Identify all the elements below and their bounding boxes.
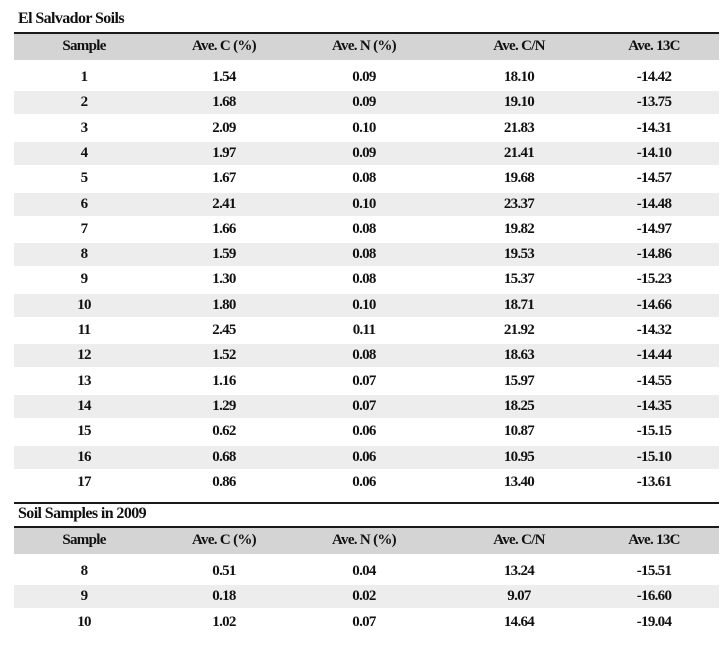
table1-cell-ave-c: 1.59: [212, 246, 236, 263]
table1-cell-ave-13c: -13.61: [636, 473, 672, 490]
table-row: [14, 395, 719, 418]
table2-cell-ave-n: 0.02: [352, 588, 376, 605]
table1-cell-ave-c: 0.62: [212, 423, 236, 440]
table1-cell-ave-13c: -13.75: [636, 94, 672, 111]
table-row: [14, 611, 719, 634]
table1-cell-ave-n: 0.06: [352, 448, 376, 465]
table1-cell-ave-n: 0.06: [352, 423, 376, 440]
table1-header-ave-cn: Ave. C/N: [493, 38, 545, 54]
table1-cell-ave-c: 1.16: [212, 372, 236, 389]
table1-cell-ave-n: 0.08: [352, 170, 376, 187]
table1-cell-sample: 6: [80, 195, 88, 212]
table1-cell-ave-cn: 21.83: [503, 119, 535, 136]
table1-cell-ave-n: 0.08: [352, 220, 376, 237]
table2-header-sample: Sample: [62, 532, 106, 548]
table1-cell-ave-13c: -14.35: [636, 397, 672, 414]
table1-cell-sample: 1: [80, 69, 88, 85]
table1-cell-ave-n: 0.09: [352, 69, 376, 85]
table1-cell-ave-cn: 10.87: [503, 423, 535, 440]
table1-cell-ave-c: 1.97: [212, 144, 236, 161]
table1-cell-ave-c: 1.54: [212, 69, 236, 85]
table1-cell-ave-13c: -14.57: [636, 170, 672, 187]
table1-cell-ave-cn: 10.95: [503, 448, 535, 465]
table1-cell-ave-13c: -14.10: [636, 144, 672, 161]
table1-cell-sample: 5: [80, 170, 88, 187]
table-row: [14, 471, 719, 494]
table1-cell-sample: 17: [77, 473, 91, 490]
table-row: [14, 117, 719, 140]
table1-cell-ave-cn: 21.41: [503, 144, 535, 161]
table1-cell-ave-n: 0.08: [352, 271, 376, 288]
table2-cell-ave-c: 0.51: [212, 563, 236, 579]
table1-cell-ave-c: 0.86: [212, 473, 236, 490]
table2-header-ave-13c: Ave. 13C: [628, 532, 680, 548]
table1-cell-ave-n: 0.09: [352, 144, 376, 161]
table2-cell-ave-13c: -16.60: [636, 588, 672, 605]
table1-cell-ave-cn: 18.71: [503, 296, 535, 313]
table-row: [14, 344, 719, 367]
table1-cell-sample: 2: [80, 94, 88, 111]
table2-title: Soil Samples in 2009: [18, 505, 147, 522]
table1-cell-sample: 13: [77, 372, 91, 389]
table1-cell-ave-n: 0.06: [352, 473, 376, 490]
table1-cell-ave-13c: -14.42: [636, 69, 672, 85]
table1-cell-ave-c: 0.68: [212, 448, 236, 465]
table1-header-ave-n: Ave. N (%): [332, 38, 396, 54]
table1-cell-ave-c: 1.80: [212, 296, 236, 313]
table1-cell-sample: 10: [77, 296, 91, 313]
table1-cell-ave-c: 1.30: [212, 271, 236, 288]
table1-cell-ave-cn: 13.40: [503, 473, 535, 490]
table1-cell-sample: 12: [77, 347, 91, 364]
table1-cell-ave-cn: 15.37: [503, 271, 535, 288]
table2-cell-ave-13c: -19.04: [636, 613, 672, 630]
table2-cell-ave-cn: 9.07: [507, 588, 531, 605]
table-row: [14, 294, 719, 317]
table1-cell-sample: 3: [80, 119, 88, 136]
table1-cell-ave-cn: 19.10: [503, 94, 535, 111]
table1-cell-sample: 15: [77, 423, 91, 440]
table1-cell-ave-cn: 21.92: [503, 322, 535, 338]
table1-cell-ave-13c: -15.15: [636, 423, 672, 440]
table-row: [14, 446, 719, 469]
table2-cell-ave-n: 0.07: [352, 613, 376, 630]
table-row: [14, 319, 719, 342]
table1-cell-ave-c: 2.09: [212, 119, 236, 136]
table-row: [14, 66, 719, 89]
table1-cell-sample: 4: [80, 144, 88, 161]
table1-header-ave-13c: Ave. 13C: [628, 38, 680, 54]
table1-cell-ave-cn: 19.53: [503, 246, 535, 263]
table1-cell-ave-cn: 18.25: [503, 397, 535, 414]
table-row: [14, 193, 719, 216]
table1-cell-ave-n: 0.10: [352, 119, 376, 136]
table1-cell-ave-n: 0.08: [352, 347, 376, 364]
table1-cell-ave-13c: -15.23: [636, 271, 672, 288]
table1-cell-ave-c: 2.41: [212, 195, 236, 212]
table1-cell-ave-13c: -14.97: [636, 220, 672, 237]
table1-cell-ave-13c: -14.32: [636, 322, 672, 338]
table1-cell-ave-c: 1.67: [212, 170, 236, 187]
table2-header: [14, 526, 719, 554]
table2-cell-ave-cn: 14.64: [503, 613, 535, 630]
table2-cell-sample: 10: [77, 613, 91, 630]
table1-cell-sample: 14: [77, 397, 91, 414]
table-row: [14, 142, 719, 165]
table1-cell-sample: 9: [80, 271, 88, 288]
table1-cell-ave-n: 0.07: [352, 397, 376, 414]
table1-cell-ave-n: 0.10: [352, 296, 376, 313]
table1-cell-ave-13c: -14.31: [636, 119, 672, 136]
table1-cell-ave-n: 0.08: [352, 246, 376, 263]
table1-cell-ave-c: 1.68: [212, 94, 236, 111]
table1-title: El Salvador Soils: [18, 10, 124, 27]
table1-cell-ave-n: 0.10: [352, 195, 376, 212]
table2-header-ave-n: Ave. N (%): [332, 532, 396, 548]
table1-header: [14, 32, 719, 60]
table1-cell-ave-cn: 15.97: [503, 372, 535, 389]
table2-cell-ave-c: 1.02: [212, 613, 236, 630]
table1-cell-ave-c: 1.29: [212, 397, 236, 414]
table1-header-ave-c: Ave. C (%): [192, 38, 256, 54]
table1-header-sample: Sample: [62, 38, 106, 54]
table2-cell-sample: 8: [80, 563, 88, 579]
table1-cell-ave-13c: -15.10: [636, 448, 672, 465]
table1-cell-ave-13c: -14.48: [636, 195, 672, 212]
table-row: [14, 370, 719, 393]
table1-cell-ave-n: 0.09: [352, 94, 376, 111]
table1-cell-sample: 16: [77, 448, 91, 465]
table1-cell-ave-13c: -14.66: [636, 296, 672, 313]
table2-header-ave-c: Ave. C (%): [192, 532, 256, 548]
table1-cell-ave-cn: 19.68: [503, 170, 535, 187]
table2-cell-ave-c: 0.18: [212, 588, 236, 605]
table1-cell-sample: 8: [80, 246, 88, 263]
table2-cell-ave-cn: 13.24: [503, 563, 535, 579]
table1-cell-sample: 7: [80, 220, 88, 237]
table-row: [14, 420, 719, 443]
table1-cell-ave-cn: 23.37: [503, 195, 535, 212]
table-row: [14, 585, 719, 608]
table-row: [14, 268, 719, 291]
table1-cell-sample: 11: [77, 322, 91, 338]
table-row: [14, 218, 719, 241]
table-divider: [14, 502, 719, 504]
table-row: [14, 560, 719, 583]
table1-cell-ave-cn: 19.82: [503, 220, 535, 237]
table-row: [14, 167, 719, 190]
table1-cell-ave-cn: 18.10: [503, 69, 535, 85]
table1-cell-ave-c: 1.66: [212, 220, 236, 237]
table2-cell-ave-n: 0.04: [352, 563, 376, 579]
table1-cell-ave-c: 1.52: [212, 347, 236, 364]
table1-cell-ave-13c: -14.44: [636, 347, 672, 364]
table2-header-ave-cn: Ave. C/N: [493, 532, 545, 548]
table1-cell-ave-13c: -14.55: [636, 372, 672, 389]
table1-cell-ave-c: 2.45: [212, 322, 236, 338]
table-row: [14, 91, 719, 114]
table1-cell-ave-13c: -14.86: [636, 246, 672, 263]
table2-cell-sample: 9: [80, 588, 88, 605]
table1-cell-ave-cn: 18.63: [503, 347, 535, 364]
table1-cell-ave-n: 0.11: [352, 322, 376, 338]
table-row: [14, 243, 719, 266]
table1-cell-ave-n: 0.07: [352, 372, 376, 389]
table2-cell-ave-13c: -15.51: [636, 563, 672, 579]
